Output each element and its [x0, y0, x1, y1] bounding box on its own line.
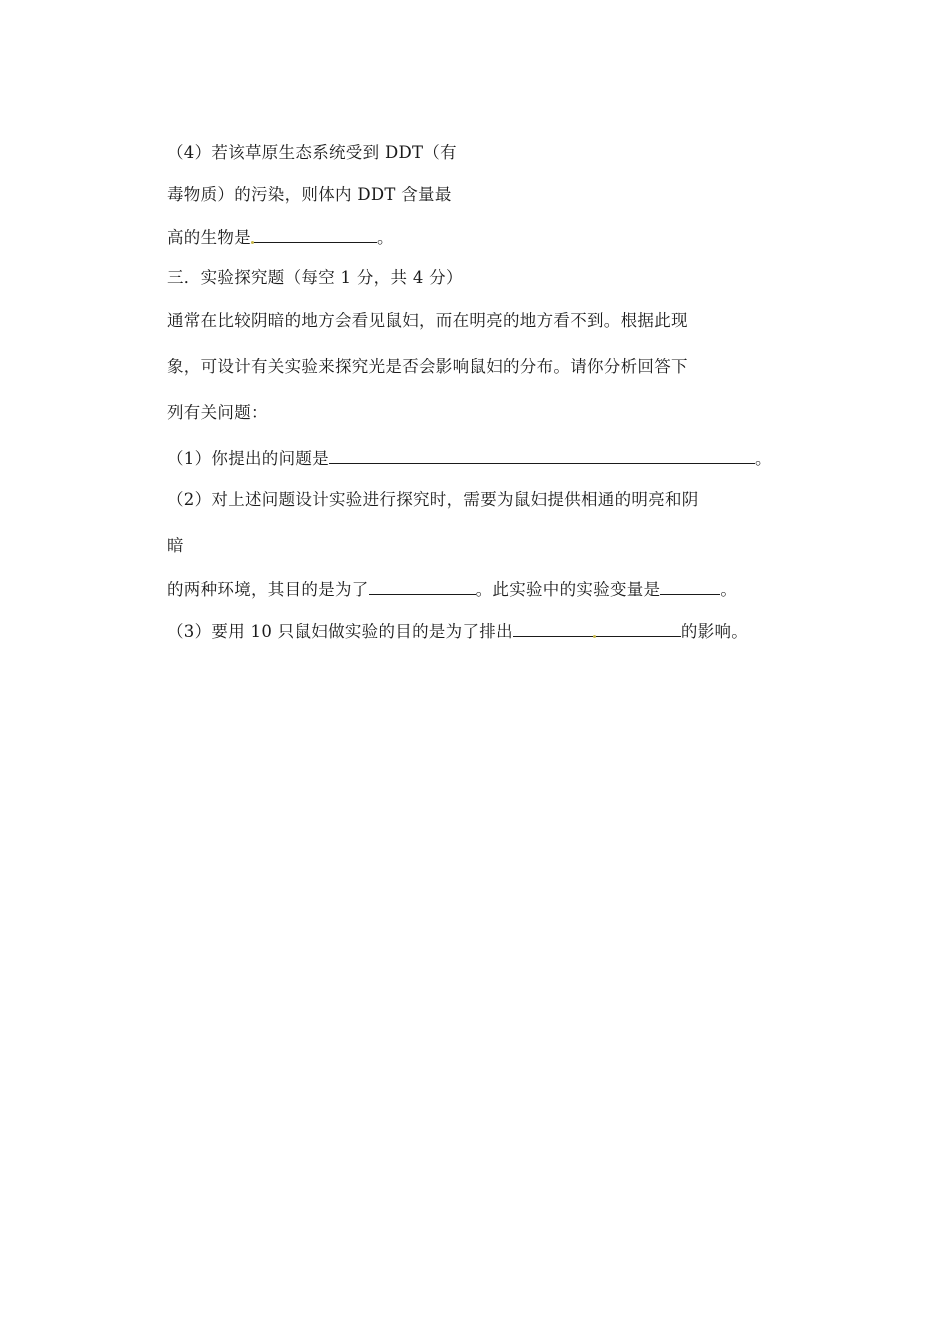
q4-line-2: 毒物质）的污染，则体内 DDT 含量最 — [167, 185, 452, 204]
q1-suffix: 。 — [755, 449, 772, 468]
q2-line-3-prefix: 的两种环境，其目的是为了 — [167, 580, 369, 599]
answer-blank-q2-purpose[interactable] — [369, 578, 476, 595]
intro-line-2: 象，可设计有关实验来探究光是否会影响鼠妇的分布。请你分析回答下 — [167, 357, 688, 376]
q3-prefix: （3）要用 10 只鼠妇做实验的目的是为了排出 — [167, 622, 513, 641]
answer-blank-q1[interactable] — [329, 447, 755, 464]
intro-line-1: 通常在比较阴暗的地方会看见鼠妇，而在明亮的地方看不到。根据此现 — [167, 311, 688, 330]
mark-dot — [593, 635, 596, 638]
q4-line-3-suffix: 。 — [377, 228, 394, 247]
section-3-heading: 三．实验探究题（每空 1 分，共 4 分） — [167, 268, 463, 287]
q2-line-1: （2）对上述问题设计实验进行探究时，需要为鼠妇提供相通的明亮和阴 — [167, 490, 699, 509]
q1-line — [167, 447, 772, 470]
q3-line — [167, 620, 748, 643]
q2-line-2: 暗 — [167, 536, 184, 555]
q4-line-1: （4）若该草原生态系统受到 DDT（有 — [167, 143, 457, 162]
q2-line-3-mid: 。此实验中的实验变量是 — [475, 580, 661, 599]
q4-line-3 — [167, 226, 394, 249]
q1-prefix: （1）你提出的问题是 — [167, 449, 329, 468]
q2-line-3-suffix: 。 — [720, 580, 738, 599]
answer-blank-q3[interactable] — [513, 620, 681, 637]
q3-suffix: 的影响。 — [680, 622, 749, 641]
intro-line-3: 列有关问题： — [167, 403, 268, 422]
mark-dot — [251, 241, 254, 244]
answer-blank-q2-variable[interactable] — [660, 578, 720, 595]
q2-line-3 — [167, 578, 737, 601]
q4-line-3-prefix: 高的生物是 — [167, 228, 251, 247]
answer-blank-q4[interactable] — [251, 226, 377, 243]
